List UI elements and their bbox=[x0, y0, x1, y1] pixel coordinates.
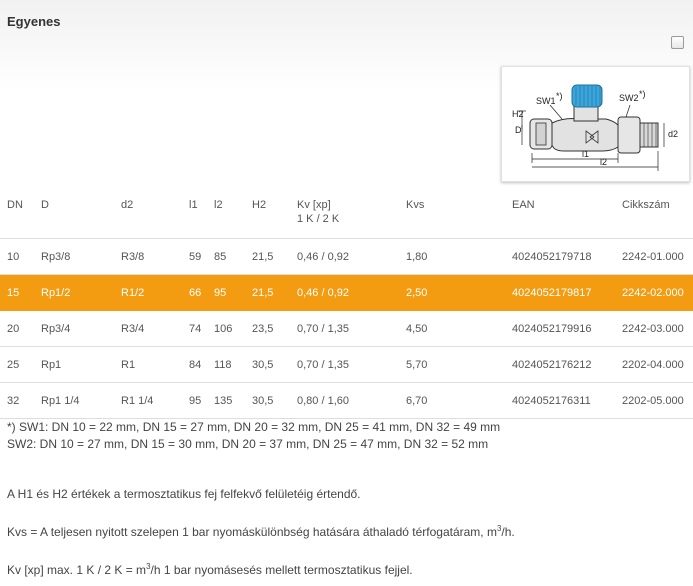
select-checkbox[interactable] bbox=[671, 36, 684, 49]
cell-ean: 4024052179916 bbox=[512, 311, 622, 347]
cell-kvs: 1,80 bbox=[406, 239, 512, 275]
cell-d2: R3/4 bbox=[121, 311, 189, 347]
spec-table bbox=[0, 189, 693, 419]
note-sw2: SW2: DN 10 = 27 mm, DN 15 = 30 mm, DN 20 = 37 mm, DN 25 = 47 mm, DN 32 = 52 mm bbox=[7, 437, 489, 451]
cell-d: Rp3/8 bbox=[41, 239, 121, 275]
dim-h2: H2 bbox=[512, 109, 524, 119]
cell-ean: 4024052176212 bbox=[512, 347, 622, 383]
col-dn: DN bbox=[0, 189, 41, 239]
para-kv-end: /h 1 bar nyomásesés mellett termosztatikus fejjel. bbox=[150, 563, 413, 577]
table-header-row bbox=[0, 189, 693, 239]
cell-d: Rp1 1/4 bbox=[41, 383, 121, 419]
dim-l1: l1 bbox=[582, 149, 590, 159]
cell-kv: 0,46 / 0,92 bbox=[297, 275, 406, 311]
cell-kvs: 5,70 bbox=[406, 347, 512, 383]
cell-ean: 4024052179817 bbox=[512, 275, 622, 311]
col-cikkszam: Cikkszám bbox=[622, 189, 693, 239]
dim-sw1: SW1 bbox=[536, 96, 556, 106]
cell-h2: 30,5 bbox=[252, 383, 297, 419]
table-row[interactable] bbox=[0, 347, 693, 383]
cell-h2: 21,5 bbox=[252, 239, 297, 275]
cell-kvs: 2,50 bbox=[406, 275, 512, 311]
cell-l1: 66 bbox=[189, 275, 214, 311]
cell-l2: 106 bbox=[214, 311, 252, 347]
valve-drawing bbox=[502, 67, 689, 181]
para-kvs bbox=[7, 524, 515, 539]
col-d2: d2 bbox=[121, 189, 189, 239]
cell-kvs: 6,70 bbox=[406, 383, 512, 419]
col-h2: H2 bbox=[252, 189, 297, 239]
col-kvs: Kvs bbox=[406, 189, 512, 239]
cell-h2: 30,5 bbox=[252, 347, 297, 383]
cell-d2: R1 1/4 bbox=[121, 383, 189, 419]
cell-ean: 4024052179718 bbox=[512, 239, 622, 275]
para-kvs-sup: 3 bbox=[496, 524, 502, 533]
cell-l1: 59 bbox=[189, 239, 214, 275]
col-l2: l2 bbox=[214, 189, 252, 239]
cell-l1: 74 bbox=[189, 311, 214, 347]
cell-l1: 95 bbox=[189, 383, 214, 419]
cell-cikkszam: 2242-01.000 bbox=[622, 239, 693, 275]
cell-d2: R3/8 bbox=[121, 239, 189, 275]
page-title: Egyenes bbox=[7, 14, 61, 29]
cell-dn: 32 bbox=[0, 383, 41, 419]
para-kv-sup: 3 bbox=[146, 562, 151, 571]
cell-kv: 0,80 / 1,60 bbox=[297, 383, 406, 419]
para-kvs-text: Kvs = A teljesen nyitott szelepen 1 bar nyomáskülönbség hatására áthaladó térfogatáram, m bbox=[7, 525, 497, 539]
cell-l2: 95 bbox=[214, 275, 252, 311]
col-d: D bbox=[41, 189, 121, 239]
col-ean: EAN bbox=[512, 189, 622, 239]
cell-h2: 21,5 bbox=[252, 275, 297, 311]
para-kvs-end: /h. bbox=[501, 525, 515, 539]
note-sw1: *) SW1: DN 10 = 22 mm, DN 15 = 27 mm, DN 20 = 32 mm, DN 25 = 41 mm, DN 32 = 49 mm bbox=[7, 420, 501, 434]
cell-dn: 10 bbox=[0, 239, 41, 275]
cell-dn: 20 bbox=[0, 311, 41, 347]
cell-d: Rp3/4 bbox=[41, 311, 121, 347]
cell-kvs: 4,50 bbox=[406, 311, 512, 347]
cell-dn: 15 bbox=[0, 275, 41, 311]
table-row-highlighted[interactable] bbox=[0, 275, 693, 311]
cell-d: Rp1/2 bbox=[41, 275, 121, 311]
cell-cikkszam: 2202-04.000 bbox=[622, 347, 693, 383]
cell-cikkszam: 2242-02.000 bbox=[622, 275, 693, 311]
valve-diagram bbox=[501, 66, 690, 182]
cell-l1: 84 bbox=[189, 347, 214, 383]
cell-kv: 0,70 / 1,35 bbox=[297, 311, 406, 347]
cell-kv: 0,46 / 0,92 bbox=[297, 239, 406, 275]
para-h1h2: A H1 és H2 értékek a termosztatikus fej felfekvő felületéig értendő. bbox=[7, 487, 361, 501]
col-kv: Kv [xp] 1 K / 2 K bbox=[297, 189, 406, 239]
para-kv-text: Kv [xp] max. 1 K / 2 K = m bbox=[7, 563, 147, 577]
col-l1: l1 bbox=[189, 189, 214, 239]
dim-d2: d2 bbox=[668, 129, 679, 139]
sw-notes bbox=[7, 419, 500, 453]
dim-sw2-sup: *) bbox=[639, 89, 646, 99]
dim-sw1-sup: *) bbox=[556, 91, 563, 101]
cell-kv: 0,70 / 1,35 bbox=[297, 347, 406, 383]
cell-h2: 23,5 bbox=[252, 311, 297, 347]
cell-l2: 135 bbox=[214, 383, 252, 419]
table-row[interactable] bbox=[0, 383, 693, 419]
dim-d: D bbox=[515, 125, 522, 135]
cell-ean: 4024052176311 bbox=[512, 383, 622, 419]
table-row[interactable] bbox=[0, 239, 693, 275]
dim-sw2: SW2 bbox=[619, 93, 639, 103]
table-row[interactable] bbox=[0, 311, 693, 347]
cell-dn: 25 bbox=[0, 347, 41, 383]
cell-d2: R1 bbox=[121, 347, 189, 383]
dim-l2: l2 bbox=[600, 157, 608, 167]
cell-l2: 118 bbox=[214, 347, 252, 383]
cell-l2: 85 bbox=[214, 239, 252, 275]
cell-d2: R1/2 bbox=[121, 275, 189, 311]
cell-cikkszam: 2202-05.000 bbox=[622, 383, 693, 419]
para-kv bbox=[7, 562, 413, 577]
cell-cikkszam: 2242-03.000 bbox=[622, 311, 693, 347]
cell-d: Rp1 bbox=[41, 347, 121, 383]
